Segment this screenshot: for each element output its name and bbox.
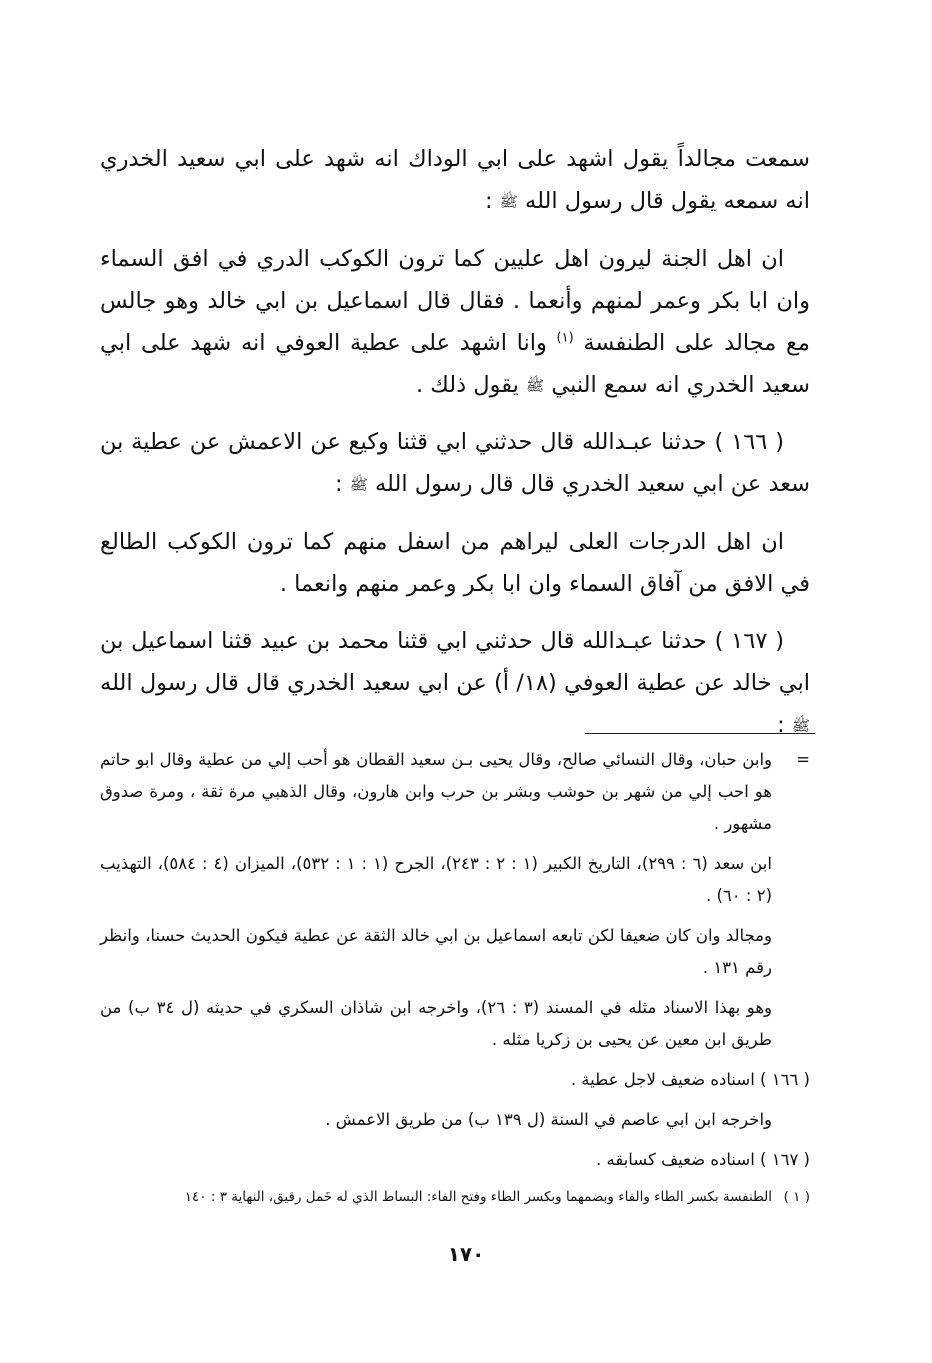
paragraph-1-end: :: [484, 188, 493, 214]
footnote-divider: [585, 733, 815, 734]
salutation-mark: ﷺ: [499, 192, 518, 211]
footnote-1-mark: ( ١ ): [783, 1189, 810, 1205]
hadith-166-chain-text: ( ١٦٦ ) حدثنا عبـدالله قال حدثني ابي قثنا وكيع عن الاعمش عن عطية بن سعد عن ابي سعيد الخدري قال قال رسول الله: [100, 429, 810, 497]
footnote-note: وهو بهذا الاسناد مثله في المسند (٣ : ٢٦)، واخرجه ابن شاذان السكري في حديثه (ل ٣٤ ب) من طريق ابن معين عن يحيى بن زكريا مثله .: [100, 998, 772, 1049]
paragraph-2: [100, 238, 810, 407]
footnote-1-text: الطنفسة بكسر الطاء والفاء وبضمهما وبكسر الطاء وفتح الفاء: البساط الذي له خَمل رقيق، النهاية ٣ : ١٤٠: [184, 1189, 772, 1205]
hadith-166-body: ان اهل الدرجات العلى ليراهم من اسفل منهم كما ترون الكوكب الطالع في الافق من آفاق السماء وان ابا بكر وعمر منهم وانعما .: [100, 528, 810, 597]
paragraph-2-text-a: ان اهل الجنة ليرون اهل عليين كما ترون الكوكب الدري في افق السماء وان ابا بكر وعمر لمنهم وأنعما . فقال قال اسماعيل بن ابي خالد وهو جالس مع مجالد على الطنفسة: [100, 245, 810, 356]
footnote-reference-1[interactable]: (١): [556, 330, 574, 345]
hadith-167-chain: [100, 620, 810, 747]
paragraph-1: [100, 138, 810, 223]
footnote-166-extra: واخرجه ابن ابي عاصم في السنة (ل ١٣٩ ب) من طريق الاعمش .: [325, 1110, 772, 1129]
page-number: ١٧٠: [447, 1242, 485, 1266]
paragraph-1-text: سمعت مجالداً يقول اشهد على ابي الوداك انه شهد على ابي سعيد الخدري انه سمعه يقول قال رسول الله: [100, 146, 810, 214]
footnote-166: ( ١٦٦ ) اسناده ضعيف لاجل عطية .: [570, 1070, 810, 1089]
hadith-167-chain-end: :: [777, 711, 785, 738]
footnote-text: وابن حبان، وقال النسائي صالح، وقال يحيى بـن سعيد القطان هو أحب إلي من عطية وقال ابو حاتم هو احب إلي من شهر بن حوشب وبشر بن حرب وابن هارون، وقال الذهبي مرة ثقة ، ومرة صدوق مشهور .: [100, 750, 772, 833]
hadith-166-chain-end: :: [334, 471, 343, 497]
hadith-167-chain-text: ( ١٦٧ ) حدثنا عبـدالله قال حدثني ابي قثنا محمد بن عبيد قثنا اسماعيل بن ابي خالد عن عطية العوفي (١٨/ أ) عن ابي سعيد الخدري قال قال رسول الله: [100, 627, 811, 696]
footnote-note: ومجالد وان كان ضعيفا لكن تابعه اسماعيل بن ابي خالد الثقة عن عطية فيكون الحديث حسنا، وانظر رقم ١٣١ .: [100, 926, 772, 977]
continuation-mark: =: [796, 750, 810, 769]
main-text: [100, 138, 810, 761]
footnotes: [100, 744, 810, 1218]
salutation-mark: ﷺ: [791, 716, 810, 734]
hadith-166-chain: [100, 421, 810, 506]
salutation-mark: ﷺ: [526, 376, 545, 394]
paragraph-2-text-c: يقول ذلك .: [415, 371, 519, 398]
footnote-continuation: [100, 744, 810, 840]
paragraph-2-text-b: وانا اشهد على عطية العوفي انه شهد على ابي سعيد الخدري انه سمع النبي: [100, 329, 810, 398]
salutation-mark: ﷺ: [349, 475, 368, 494]
hadith-166-text: [100, 521, 810, 605]
footnote-references: ابن سعد (٦ : ٢٩٩)، التاريخ الكبير (١ : ٢ : ٢٤٣)، الجرح (١ : ١ : ٥٣٢)، الميزان (٤ : ٥٨٤)، التهذيب (٢ : ٦٠) .: [100, 854, 772, 905]
footnote-1: [100, 1184, 810, 1210]
footnote-167: ( ١٦٧ ) اسناده ضعيف كسابقه .: [595, 1150, 810, 1169]
